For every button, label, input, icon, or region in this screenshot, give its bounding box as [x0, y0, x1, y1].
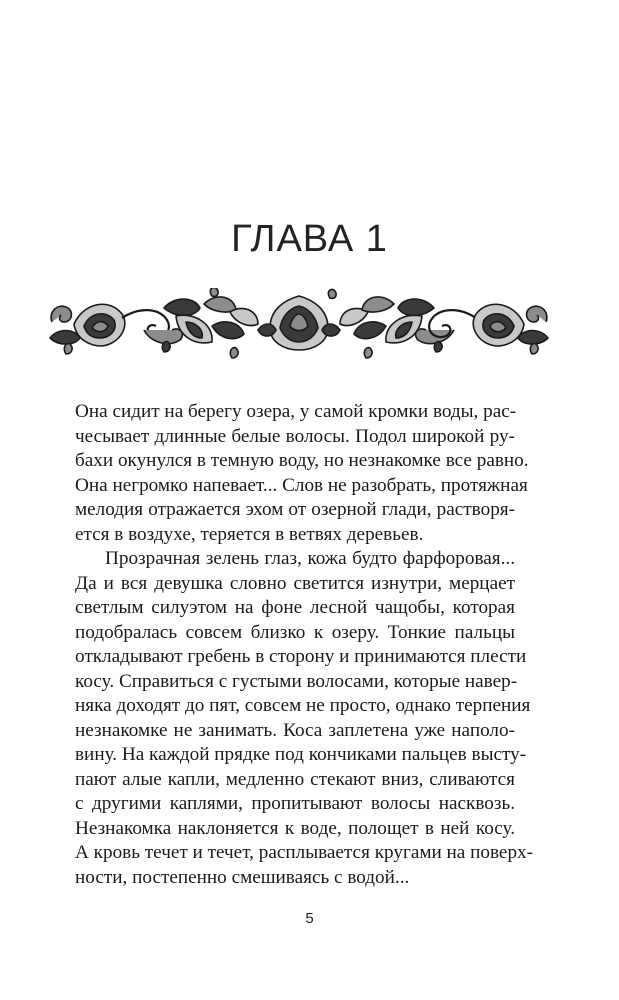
floral-vignette-icon	[44, 288, 554, 370]
text-line: Незнакомка наклоняется к воде, полощет в ней косу.	[75, 817, 515, 839]
text-line: няка доходят до пят, совсем не просто, однако терпения	[75, 695, 531, 716]
page-number: 5	[305, 910, 314, 927]
text-line: ности, постепенно смешиваясь с водой...	[75, 866, 410, 888]
text-line: светлым силуэтом на фоне лесной чащобы, которая	[75, 597, 515, 618]
text-line: откладывают гребень в сторону и принимаются плести	[75, 646, 527, 667]
text-line: подобралась совсем близко к озеру. Тонкие пальцы	[75, 621, 515, 643]
text-line: бахи окунулся в темную воду, но незнакомке все равно.	[75, 450, 529, 471]
text-line: с другими каплями, пропитывают волосы насквозь.	[75, 793, 515, 814]
chapter-title: ГЛАВА 1	[231, 218, 388, 260]
text-line: ется в воздухе, теряется в ветвях деревьев.	[75, 523, 424, 545]
text-line: мелодия отражается эхом от озерной глади, растворя-	[75, 499, 515, 520]
paragraph	[75, 547, 534, 890]
text-line: незнакомке не занимать. Коса заплетена уже наполо-	[75, 719, 515, 741]
text-line: Она негромко напевает... Слов не разобрать, протяжная	[75, 474, 528, 496]
text-line: А кровь течет и течет, расплывается кругами на поверх-	[75, 842, 534, 863]
text-line: косу. Справиться с густыми волосами, которые навер-	[75, 670, 518, 692]
text-line: пают алые капли, медленно стекают вниз, сливаются	[75, 768, 515, 790]
text-line: чесывает длинные белые волосы. Подол широкой ру-	[75, 425, 515, 447]
text-line: Она сидит на берегу озера, у самой кромки воды, рас-	[75, 401, 517, 422]
text-line: Прозрачная зелень глаз, кожа будто фарфоровая...	[105, 548, 515, 569]
paragraph	[75, 400, 529, 547]
body-text	[75, 400, 534, 890]
text-line: Да и вся девушка словно светится изнутри, мерцает	[75, 572, 515, 594]
text-line: вину. На каждой прядке под кончиками пальцев высту-	[75, 744, 527, 765]
